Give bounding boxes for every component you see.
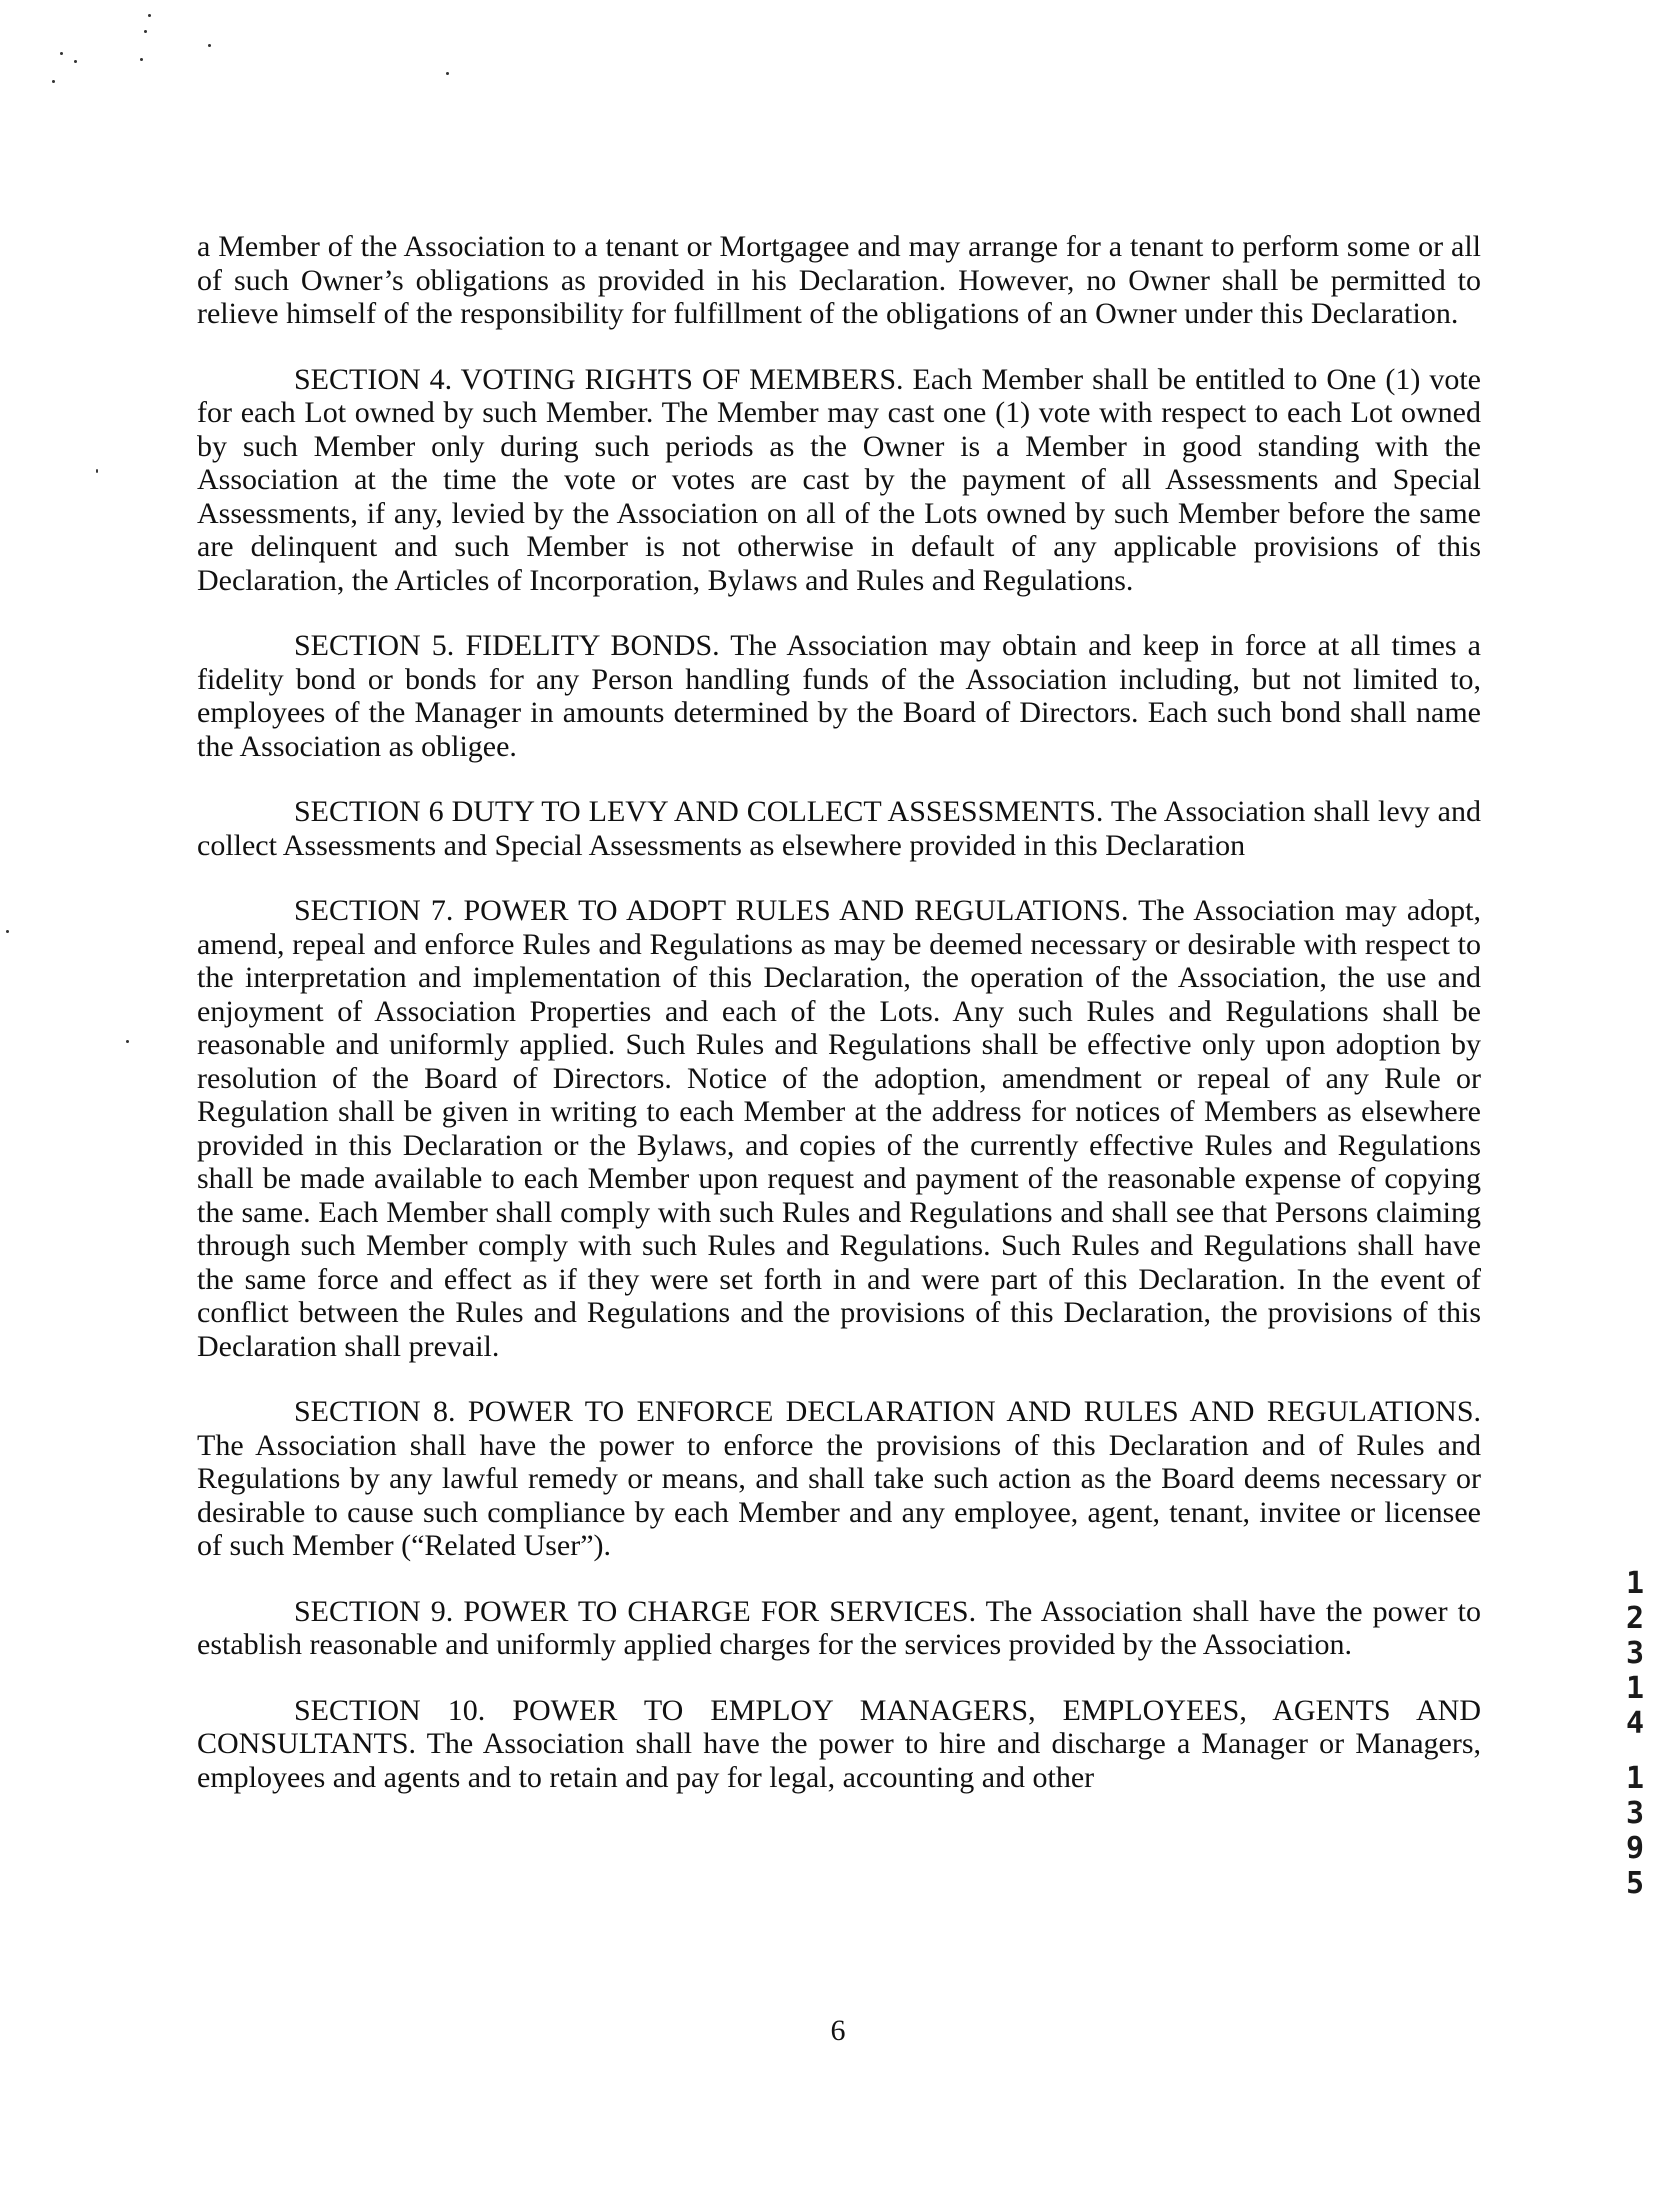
stamp-digit: 2 — [1625, 1601, 1645, 1636]
section-heading: SECTION 7. POWER TO ADOPT RULES AND REGULATIONS. — [294, 894, 1129, 927]
section-5-fidelity-bonds — [197, 629, 1481, 763]
section-text: The Association shall have the power to enforce the provisions of this Declaration and of Rules and Regulations by any lawful remedy or means, and shall take such action as the Board deems necessary or desirable to cause such compliance by each Member and any employee, agent, tenant, invitee or licensee of such Member (“Related User”). — [197, 1428, 1481, 1562]
document-body — [197, 230, 1481, 1794]
stamp-digit: 4 — [1625, 1706, 1645, 1741]
section-heading: SECTION 9. POWER TO CHARGE FOR SERVICES. — [294, 1594, 977, 1628]
paragraph-continuation — [197, 230, 1481, 331]
margin-recording-stamp — [1620, 1566, 1650, 1901]
stamp-digit: 1 — [1625, 1671, 1645, 1706]
section-text: The Association shall levy and collect Assessments and Special Assessments as elsewhere provided in this Declaration — [197, 795, 1481, 862]
stamp-digit: 5 — [1625, 1866, 1645, 1901]
section-heading: SECTION 8. POWER TO ENFORCE DECLARATION AND RULES AND REGULATIONS. — [294, 1395, 1481, 1428]
page-number: 6 — [830, 2014, 846, 2047]
scan-speck — [140, 58, 143, 61]
section-text: The Association shall have the power to establish reasonable and uniformly applied charges for the services provided by the Association. — [197, 1594, 1482, 1661]
stamp-digit: 9 — [1625, 1831, 1645, 1866]
stamp-digit: 1 — [1625, 1761, 1645, 1796]
scan-speck — [446, 72, 449, 75]
section-6-duty-to-levy — [197, 795, 1481, 862]
section-text: The Association shall have the power to hire and discharge a Manager or Managers, employees and agents and to retain and pay for legal, accounting and other — [197, 1727, 1481, 1794]
section-8-enforce-declaration — [197, 1395, 1481, 1563]
section-text: Each Member shall be entitled to One (1) vote for each Lot owned by such Member. The Member may cast one (1) vote with respect to each Lot owned by such Member only during such periods as the Owner is a Member in good standing with the Association at the time the vote or votes are cast by the payment of all Assessments and Special Assessments, if any, levied by the Association on all of the Lots owned by such Member before the same are delinquent and such Member is not otherwise in default of any applicable provisions of this Declaration, the Articles of Incorporation, Bylaws and Rules and Regulations. — [197, 362, 1481, 597]
section-10-employ-managers — [197, 1694, 1481, 1795]
stamp-gap — [1620, 1741, 1650, 1761]
section-heading: SECTION 10. POWER TO EMPLOY MANAGERS, EMPLOYEES, AGENTS AND CONSULTANTS. — [197, 1693, 1481, 1760]
scan-speck — [126, 1040, 129, 1043]
scan-speck — [74, 60, 77, 63]
scan-speck — [208, 44, 211, 47]
scan-speck — [52, 80, 55, 83]
scan-speck — [6, 930, 9, 933]
paragraph-text: a Member of the Association to a tenant or Mortgagee and may arrange for a tenant to perform some or all of such Owner’s obligations as provided in his Declaration. However, no Owner shall be permitted to relieve himself of the responsibility for fulfillment of the obligations of an Owner under this Declaration. — [197, 230, 1481, 330]
section-text: The Association may adopt, amend, repeal and enforce Rules and Regulations as may be deemed necessary or desirable with respect to the interpretation and implementation of this Declaration, the operation of the Association, the use and enjoyment of Association Properties and each of the Lots. Any such Rules and Regulations shall be reasonable and uniformly applied. Such Rules and Regulations shall be effective only upon adoption by resolution of the Board of Directors. Notice of the adoption, amendment or repeal of any Rule or Regulation shall be given in writing to each Member at the address for notices of Members as elsewhere provided in this Declaration or the Bylaws, and copies of the currently effective Rules and Regulations shall be made available to each Member upon request and payment of the reasonable expense of copying the same. Each Member shall comply with such Rules and Regulations and shall see that Persons claiming through such Member comply with such Rules and Regulations. Such Rules and Regulations shall have the same force and effect as if they were set forth in and were part of this Declaration. In the event of conflict between the Rules and Regulations and the provisions of this Declaration, the provisions of this Declaration shall prevail. — [197, 894, 1481, 1363]
section-heading: SECTION 4. VOTING RIGHTS OF MEMBERS. — [294, 362, 904, 396]
section-heading: SECTION 5. FIDELITY BONDS. — [294, 629, 720, 662]
section-7-adopt-rules — [197, 894, 1481, 1363]
scan-speck — [60, 52, 63, 55]
section-9-charge-for-services — [197, 1595, 1481, 1662]
scan-speck — [96, 469, 98, 473]
scan-speck — [148, 14, 151, 17]
section-heading: SECTION 6 DUTY TO LEVY AND COLLECT ASSESSMENTS. — [294, 795, 1104, 828]
stamp-digit: 3 — [1625, 1796, 1645, 1831]
stamp-digit: 1 — [1625, 1566, 1645, 1601]
stamp-digit: 3 — [1625, 1636, 1645, 1671]
section-4-voting-rights — [197, 363, 1481, 598]
section-text: The Association may obtain and keep in force at all times a fidelity bond or bonds for any Person handling funds of the Association including, but not limited to, employees of the Manager in amounts determined by the Board of Directors. Each such bond shall name the Association as obligee. — [197, 629, 1481, 763]
scan-speck — [144, 30, 147, 33]
